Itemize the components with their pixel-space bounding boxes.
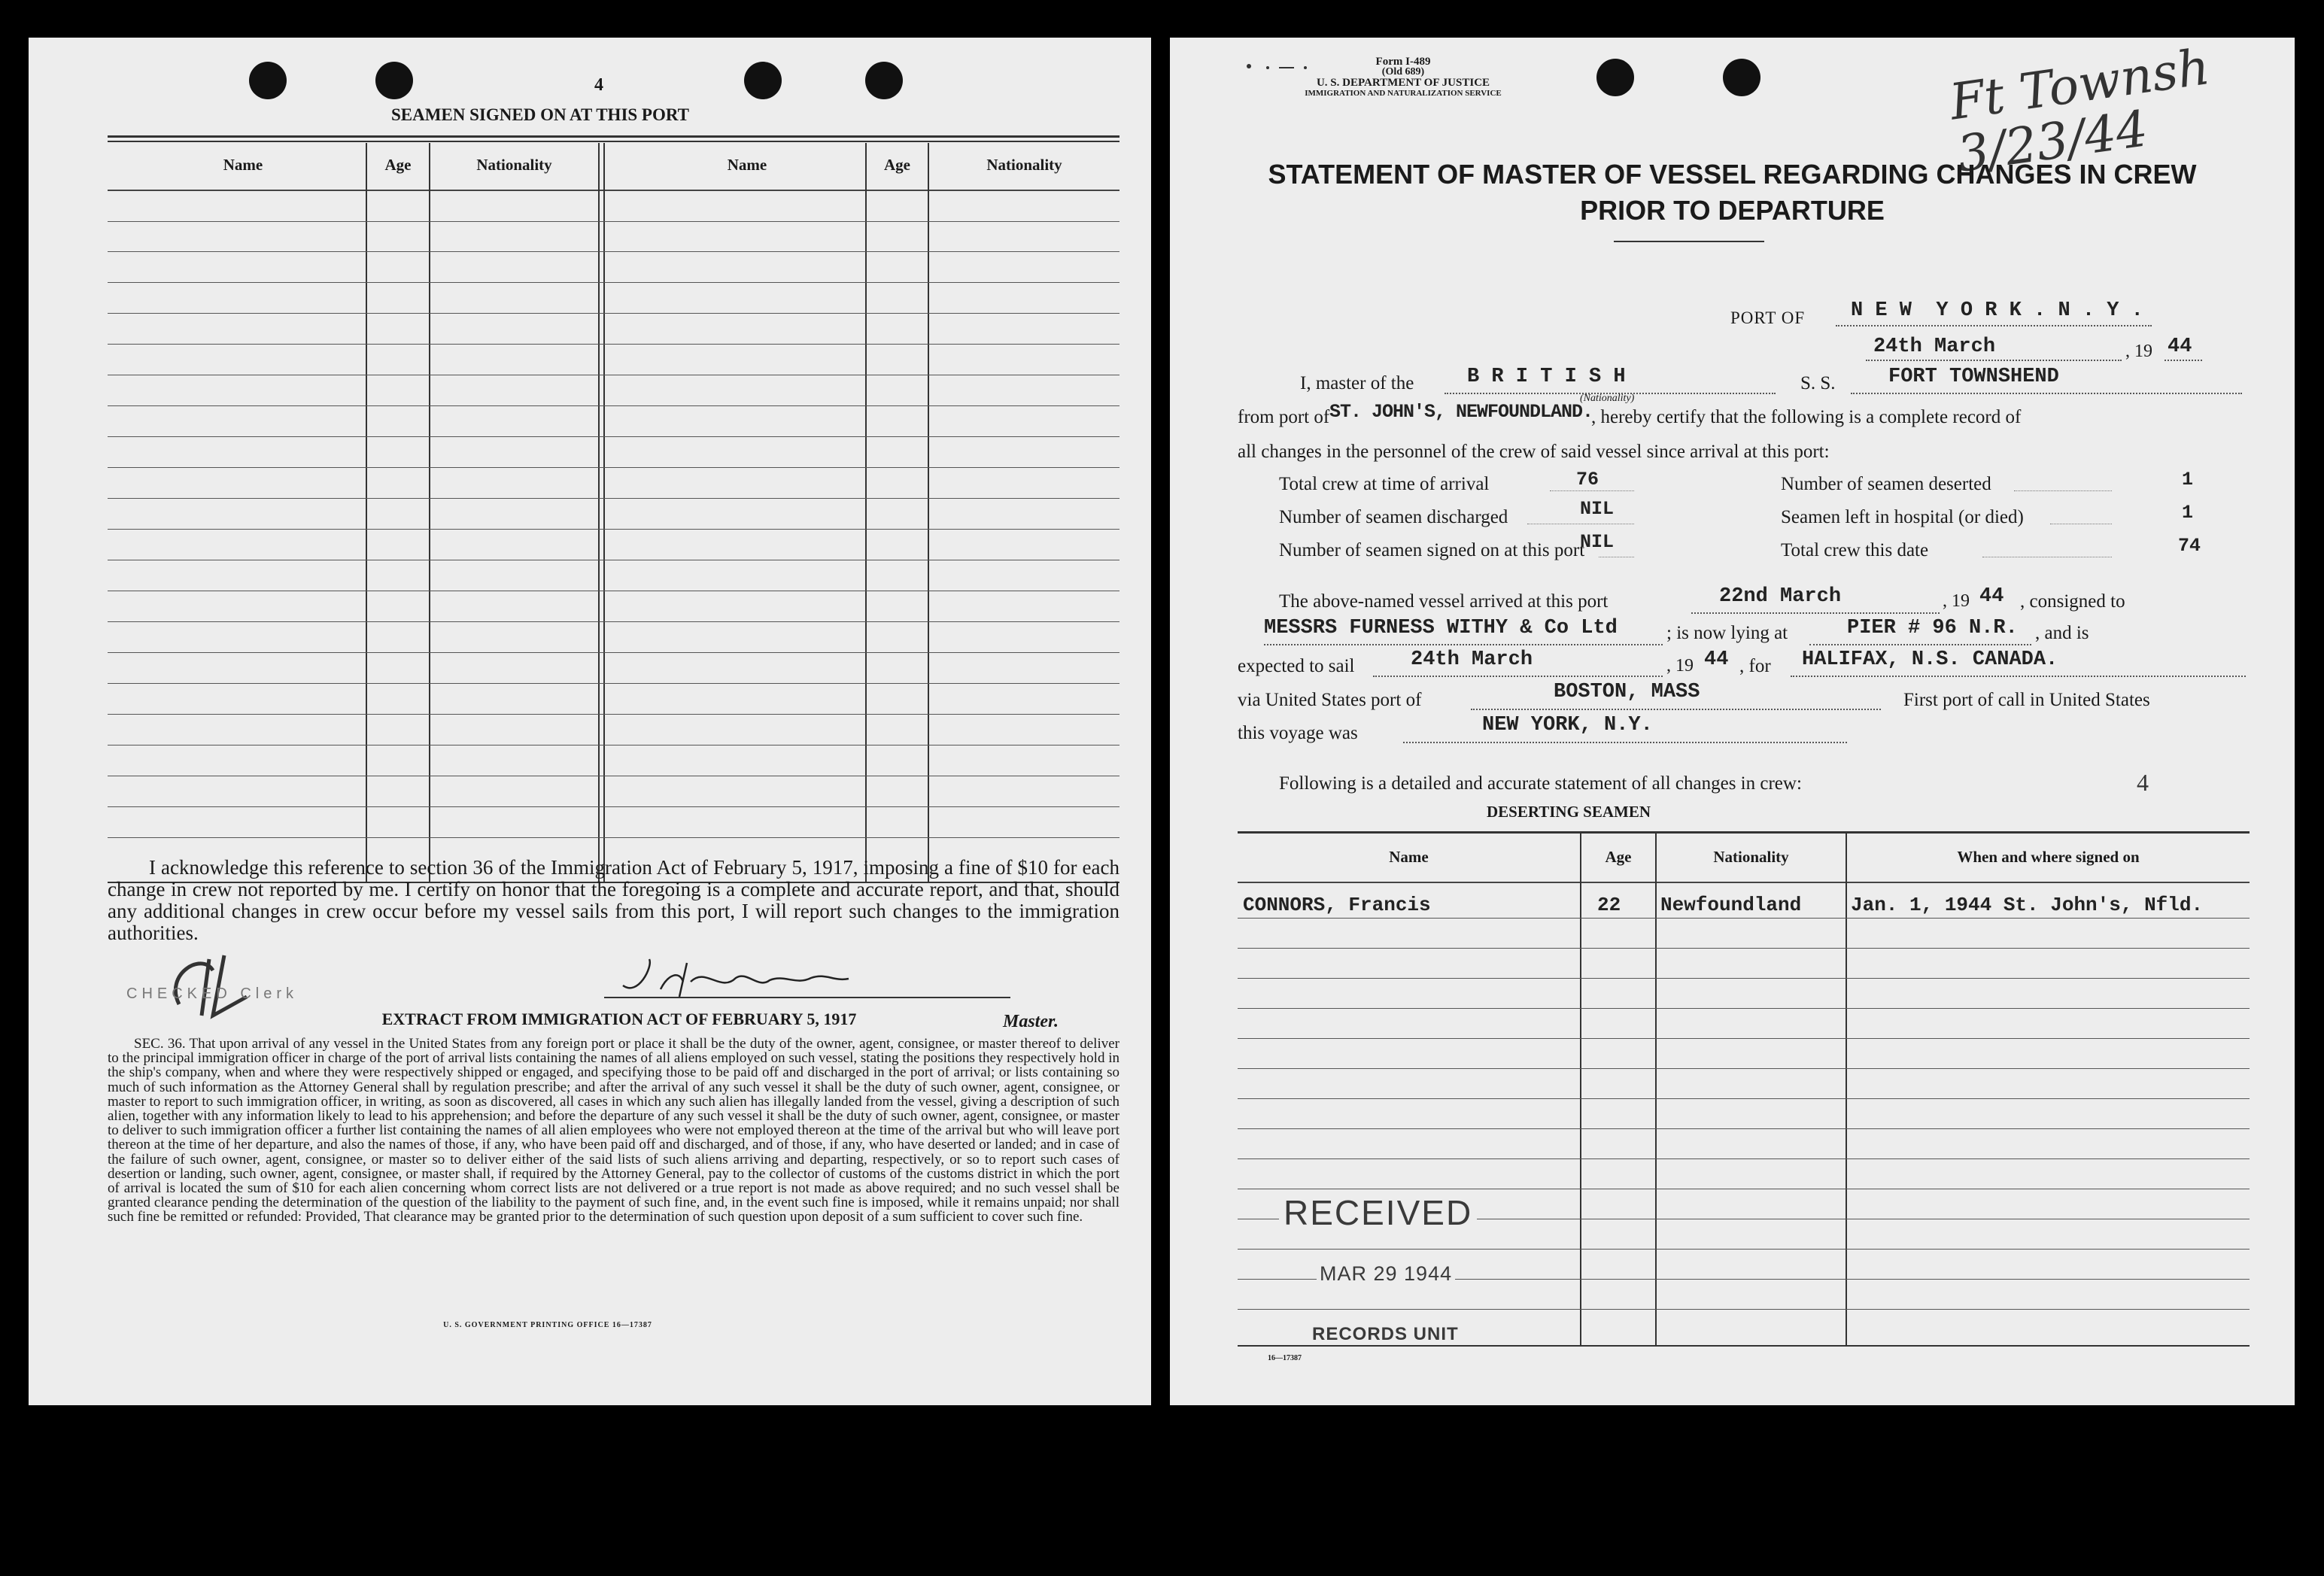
ss-label: S. S. bbox=[1800, 373, 1836, 393]
consigned-label: , consigned to bbox=[2020, 591, 2125, 612]
date-value: 24th March bbox=[1873, 336, 1996, 358]
table-row bbox=[1238, 1038, 2250, 1039]
right-page bbox=[1170, 38, 2295, 1405]
table-row bbox=[108, 498, 1119, 499]
punch-hole bbox=[865, 62, 903, 99]
stamp-text: CHECKED Clerk bbox=[126, 985, 299, 1002]
table-row bbox=[1238, 1309, 2250, 1310]
ship-field-line bbox=[1851, 393, 2242, 394]
title-line-2: PRIOR TO DEPARTURE bbox=[1580, 195, 1885, 226]
arrived-field-line bbox=[1691, 612, 1940, 614]
master-label: Master. bbox=[1003, 1012, 1059, 1031]
hospital-value: 1 bbox=[2182, 502, 2194, 524]
table-row bbox=[1238, 918, 2250, 919]
table-row bbox=[1238, 1128, 2250, 1129]
destination-field-line bbox=[1791, 676, 2246, 677]
deserter-name: CONNORS, Francis bbox=[1243, 894, 1431, 916]
table-row bbox=[1238, 1249, 2250, 1250]
received-stamp: RECEIVED bbox=[1279, 1192, 1477, 1233]
signed-on-value: NIL bbox=[1580, 531, 1615, 553]
port-value: N E W Y O R K . N . Y . bbox=[1851, 299, 2143, 322]
signature-line bbox=[604, 997, 1010, 998]
via-field-line bbox=[1471, 709, 1881, 710]
pier-value: PIER # 96 N.R. bbox=[1847, 617, 2018, 639]
column-divider bbox=[865, 143, 867, 883]
total-this-date-value: 74 bbox=[2178, 535, 2201, 557]
column-header: Name bbox=[1389, 848, 1429, 866]
year-field-line bbox=[2165, 360, 2202, 361]
table-row bbox=[1238, 978, 2250, 979]
dot-leader bbox=[2014, 490, 2112, 491]
column-divider bbox=[366, 143, 367, 883]
certification-text: I acknowledge this reference to section 36 of the Immigration Act of February 5, 1917, imposing a fine of $10 for each change in crew not reported by me. I certify on honor that the foregoing is a complete and accurate report, and that, should any additional changes in crew occur before my vessel sails from this port, I will report such changes to the immigration authorities. bbox=[108, 856, 1119, 944]
first-port-value: NEW YORK, N.Y. bbox=[1482, 714, 1653, 736]
total-crew-arrival-value: 76 bbox=[1576, 469, 1599, 490]
column-divider bbox=[598, 143, 600, 883]
column-header: Age bbox=[384, 156, 412, 174]
signed-on-label: Number of seamen signed on at this port bbox=[1279, 540, 1585, 560]
via-label: via United States port of bbox=[1238, 690, 1422, 710]
table-row bbox=[108, 467, 1119, 468]
section-title: SEAMEN SIGNED ON AT THIS PORT bbox=[390, 105, 690, 124]
table-row bbox=[1238, 948, 2250, 949]
deserting-header-rule bbox=[1238, 882, 2250, 883]
punch-hole bbox=[744, 62, 782, 99]
nationality-caption: (Nationality) bbox=[1580, 393, 1635, 404]
sail-year: 44 bbox=[1704, 648, 1729, 671]
column-divider bbox=[603, 143, 605, 883]
discharged-label: Number of seamen discharged bbox=[1279, 507, 1508, 527]
year-prefix: , 19 bbox=[2125, 342, 2152, 361]
total-crew-arrival-label: Total crew at time of arrival bbox=[1279, 474, 1490, 494]
table-row bbox=[108, 221, 1119, 222]
column-header: Nationality bbox=[986, 156, 1062, 174]
deserting-title: DESERTING SEAMEN bbox=[1486, 803, 1651, 821]
received-date-stamp: MAR 29 1944 bbox=[1317, 1262, 1455, 1286]
printer-imprint: U. S. GOVERNMENT PRINTING OFFICE 16—17387 bbox=[443, 1321, 652, 1329]
table-top-rule bbox=[108, 135, 1119, 138]
arrived-label: The above-named vessel arrived at this port bbox=[1279, 591, 1609, 612]
hospital-label: Seamen left in hospital (or died) bbox=[1781, 507, 2024, 527]
column-divider bbox=[429, 143, 430, 883]
extract-body: SEC. 36. That upon arrival of any vessel in the United States from any foreign port or place it shall be the duty of the owner, agent, consignee, or master thereof to deliver to the principal immigration officer in charge of the port of arrival lists containing the names of all aliens employed on such vessel, stating the positions they respectively hold in the ship's company, when and where they were respectively shipped or engaged, and specifying those to be paid off and discharged in the port of arrival; or lists containing so much of such information as the Attorney General shall by regulation prescribe; and after the arrival of any such vessel it shall be the duty of such owner, agent, consignee, or master to report to such immigration officer, in writing, as soon as discovered, all cases in which any such alien has illegally landed from the vessel, giving a description of such alien, together with any information likely to lead to his apprehension; and before the departure of any such vessel it shall be the duty of such owner, agent, consignee, or master to deliver to such immigration officer a further list containing the names of all alien employees who were not employed thereon at the time of the arrival but who will leave port thereon at the time of her departure, and also the names of those, if any, who have been paid off and discharged, and of those, if any, who have deserted or landed; and in case of the failure of such owner, agent, consignee, or master so to deliver either of the said lists of such aliens arriving and departing, respectively, or so to report such cases of desertion or landing, such owner, agent, consignee, or master shall, if required by the Attorney General, pay to the collector of customs of the customs district in which the port of arrival is located the sum of $10 for each alien concerning whom correct lists are not delivered or a true report is not made as above required; and no such vessel shall be granted clearance pending the determination of the question of the liability to the payment of such fine, and, in the event such fine is imposed, while it remains unpaid; nor shall such fine be remitted or refunded: Provided, That clearance may be granted prior to the determination of such question upon deposit of a sum sufficient to cover such fine. bbox=[108, 1036, 1119, 1225]
column-header: Age bbox=[884, 156, 910, 174]
from-port-value: ST. JOHN'S, NEWFOUNDLAND. bbox=[1329, 401, 1593, 423]
sail-label: expected to sail bbox=[1238, 656, 1355, 676]
form-code: 16—17387 bbox=[1268, 1354, 1302, 1362]
following-text: Following is a detailed and accurate statement of all changes in crew: bbox=[1279, 773, 1802, 794]
table-row bbox=[108, 806, 1119, 807]
deserted-value: 1 bbox=[2182, 469, 2194, 490]
column-divider bbox=[1655, 834, 1657, 1347]
title-rule bbox=[1614, 241, 1764, 242]
table-row bbox=[108, 251, 1119, 252]
certify-text-1: , hereby certify that the following is a complete record of bbox=[1591, 407, 2022, 427]
table-header-rule bbox=[108, 190, 1119, 191]
arrived-year: 44 bbox=[1979, 585, 2004, 608]
table-row bbox=[1238, 1068, 2250, 1069]
department: U. S. DEPARTMENT OF JUSTICE bbox=[1316, 77, 1490, 89]
column-divider bbox=[928, 143, 929, 883]
column-header: Nationality bbox=[1713, 848, 1789, 866]
punch-hole bbox=[249, 62, 287, 99]
table-row bbox=[108, 529, 1119, 530]
consignee-value: MESSRS FURNESS WITHY & Co Ltd bbox=[1264, 617, 1618, 639]
deserting-table-top-rule bbox=[1238, 831, 2250, 834]
total-this-date-label: Total crew this date bbox=[1781, 540, 1929, 560]
form-number: Form I-489 bbox=[1375, 56, 1431, 68]
extract-title: EXTRACT FROM IMMIGRATION ACT OF FEBRUARY 5, 1917 bbox=[381, 1010, 857, 1028]
table-row bbox=[108, 683, 1119, 684]
left-page bbox=[29, 38, 1151, 1405]
punch-hole bbox=[1596, 59, 1634, 96]
dot-leader bbox=[1550, 490, 1634, 491]
column-header: Name bbox=[727, 156, 767, 174]
voyage-field-line bbox=[1403, 742, 1847, 743]
deserter-nationality: Newfoundland bbox=[1660, 894, 1802, 916]
table-row bbox=[108, 344, 1119, 345]
destination-value: HALIFAX, N.S. CANADA. bbox=[1802, 648, 2058, 671]
form-header bbox=[1238, 56, 1569, 99]
title-line-1: STATEMENT OF MASTER OF VESSEL REGARDING CHANGES IN CREW bbox=[1268, 159, 2197, 190]
discharged-value: NIL bbox=[1580, 498, 1615, 520]
first-port-label: First port of call in United States bbox=[1903, 690, 2150, 710]
consignee-field-line bbox=[1264, 644, 1663, 645]
voyage-label: this voyage was bbox=[1238, 723, 1358, 743]
form-title bbox=[1170, 156, 2295, 229]
arrived-year-prefix: , 19 bbox=[1943, 591, 1970, 611]
table-row bbox=[108, 621, 1119, 622]
deserting-table-bottom-rule bbox=[1238, 1345, 2250, 1347]
pier-field-line bbox=[1809, 644, 2031, 645]
handwritten-note: Ft Townsh 3/23/44 bbox=[1946, 38, 2213, 184]
punch-hole bbox=[1723, 59, 1760, 96]
deserter-age: 22 bbox=[1597, 894, 1621, 916]
table-row bbox=[1238, 1008, 2250, 1009]
table-row bbox=[108, 837, 1119, 838]
deserted-label: Number of seamen deserted bbox=[1781, 474, 1991, 494]
form-old-number: (Old 689) bbox=[1381, 66, 1425, 77]
certify-text-2: all changes in the personnel of the crew of said vessel since arrival at this port: bbox=[1238, 442, 1830, 462]
column-divider bbox=[1846, 834, 1847, 1347]
via-port-value: BOSTON, MASS bbox=[1554, 681, 1700, 703]
column-header: Age bbox=[1605, 848, 1632, 866]
records-unit-stamp: RECORDS UNIT bbox=[1309, 1324, 1462, 1345]
year-value: 44 bbox=[2168, 336, 2192, 358]
from-port-label: from port of bbox=[1238, 407, 1330, 427]
punch-hole bbox=[375, 62, 413, 99]
column-header: When and where signed on bbox=[1957, 848, 2140, 866]
for-label: , for bbox=[1739, 656, 1771, 676]
service-name: IMMIGRATION AND NATURALIZATION SERVICE bbox=[1305, 89, 1502, 98]
deserter-signed-on: Jan. 1, 1944 St. John's, Nfld. bbox=[1851, 894, 2204, 916]
sail-field-line bbox=[1373, 676, 1663, 677]
table-row bbox=[108, 282, 1119, 283]
table-row bbox=[108, 652, 1119, 653]
table-row bbox=[1238, 1158, 2250, 1159]
table-row bbox=[108, 714, 1119, 715]
column-divider bbox=[1580, 834, 1581, 1347]
page-mark: 4 bbox=[2137, 769, 2149, 796]
port-label: PORT OF bbox=[1730, 308, 1806, 327]
and-is-label: , and is bbox=[2035, 623, 2089, 643]
ship-name: FORT TOWNSHEND bbox=[1888, 366, 2059, 388]
nationality-value: B R I T I S H bbox=[1467, 366, 1626, 388]
table-row bbox=[1238, 1098, 2250, 1099]
column-header: Name bbox=[223, 156, 263, 174]
arrived-value: 22nd March bbox=[1719, 585, 1842, 608]
table-row bbox=[108, 436, 1119, 437]
lying-label: ; is now lying at bbox=[1666, 623, 1788, 643]
master-of-label: I, master of the bbox=[1300, 373, 1414, 393]
page-number: 4 bbox=[594, 75, 603, 95]
table-top-rule bbox=[108, 141, 1119, 142]
sail-year-prefix: , 19 bbox=[1666, 656, 1694, 676]
column-header: Nationality bbox=[476, 156, 552, 174]
date-field-line bbox=[1866, 360, 2122, 361]
port-field-line bbox=[1836, 325, 2152, 326]
sail-date: 24th March bbox=[1411, 648, 1533, 671]
table-row bbox=[108, 405, 1119, 406]
table-row bbox=[108, 313, 1119, 314]
